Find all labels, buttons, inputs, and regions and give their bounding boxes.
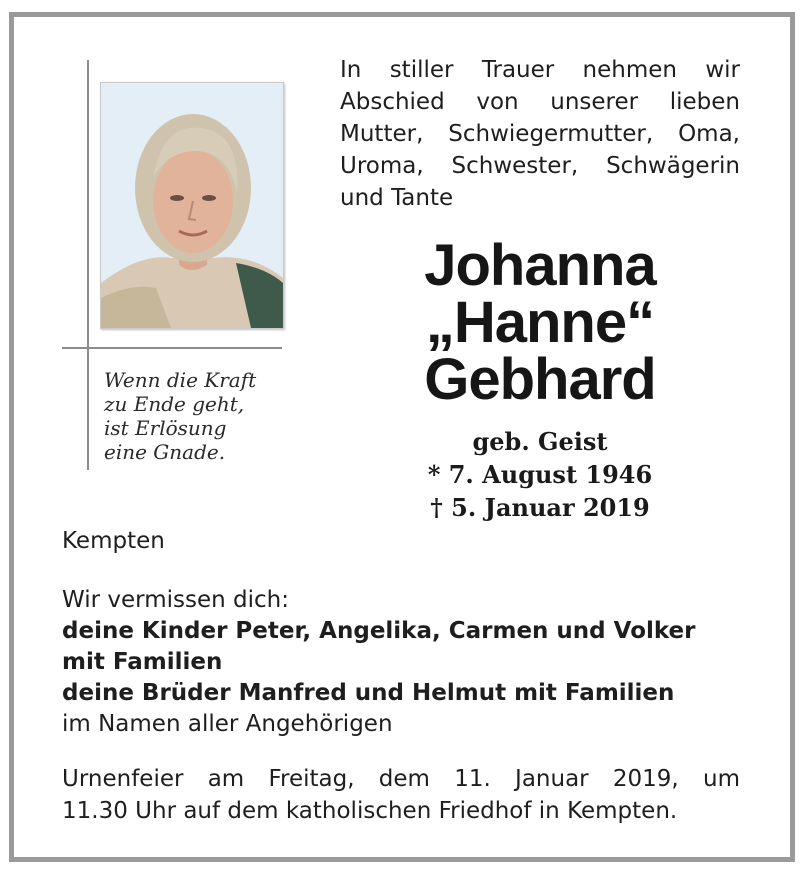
- portrait-photo: [100, 82, 284, 329]
- family-block: [62, 585, 762, 740]
- quote-line: ist Erlösung: [104, 416, 227, 440]
- quote-line: zu Ende geht,: [104, 392, 245, 416]
- horizontal-cross-line: [62, 347, 282, 349]
- deceased-name: [395, 233, 685, 412]
- nickname: „Hanne“: [425, 290, 655, 355]
- first-name: Johanna: [424, 233, 656, 298]
- quote-line: eine Gnade.: [104, 440, 226, 464]
- place: Kempten: [62, 528, 165, 554]
- vertical-cross-line: [87, 60, 89, 470]
- family-line: mit Familien: [62, 649, 223, 675]
- intro-line: Uroma, Schwester, Schwägerin: [340, 153, 740, 179]
- life-dates: [400, 425, 680, 524]
- family-line: deine Brüder Manfred und Helmut mit Familien: [62, 680, 675, 706]
- last-name: Gebhard: [424, 347, 656, 412]
- intro-line: Abschied von unserer lieben: [340, 89, 740, 115]
- birth-date: * 7. August 1946: [427, 460, 653, 489]
- service-info: [62, 763, 740, 827]
- family-heading: Wir vermissen dich:: [62, 587, 289, 613]
- quote-line: Wenn die Kraft: [104, 368, 257, 392]
- service-line: 11.30 Uhr auf dem katholischen Friedhof in Kempten.: [62, 798, 678, 824]
- intro-text: [340, 54, 740, 214]
- portrait-image: [101, 83, 283, 328]
- intro-line: und Tante: [340, 185, 454, 211]
- service-line: Urnenfeier am Freitag, dem 11. Januar 2019, um: [62, 766, 740, 792]
- quote: [104, 368, 294, 464]
- death-date: † 5. Januar 2019: [430, 493, 650, 522]
- intro-line: In stiller Trauer nehmen wir: [340, 57, 740, 83]
- family-line: deine Kinder Peter, Angelika, Carmen und Volker: [62, 618, 696, 644]
- maiden-name: geb. Geist: [472, 427, 608, 456]
- family-line: im Namen aller Angehörigen: [62, 711, 393, 737]
- intro-line: Mutter, Schwiegermutter, Oma,: [340, 121, 740, 147]
